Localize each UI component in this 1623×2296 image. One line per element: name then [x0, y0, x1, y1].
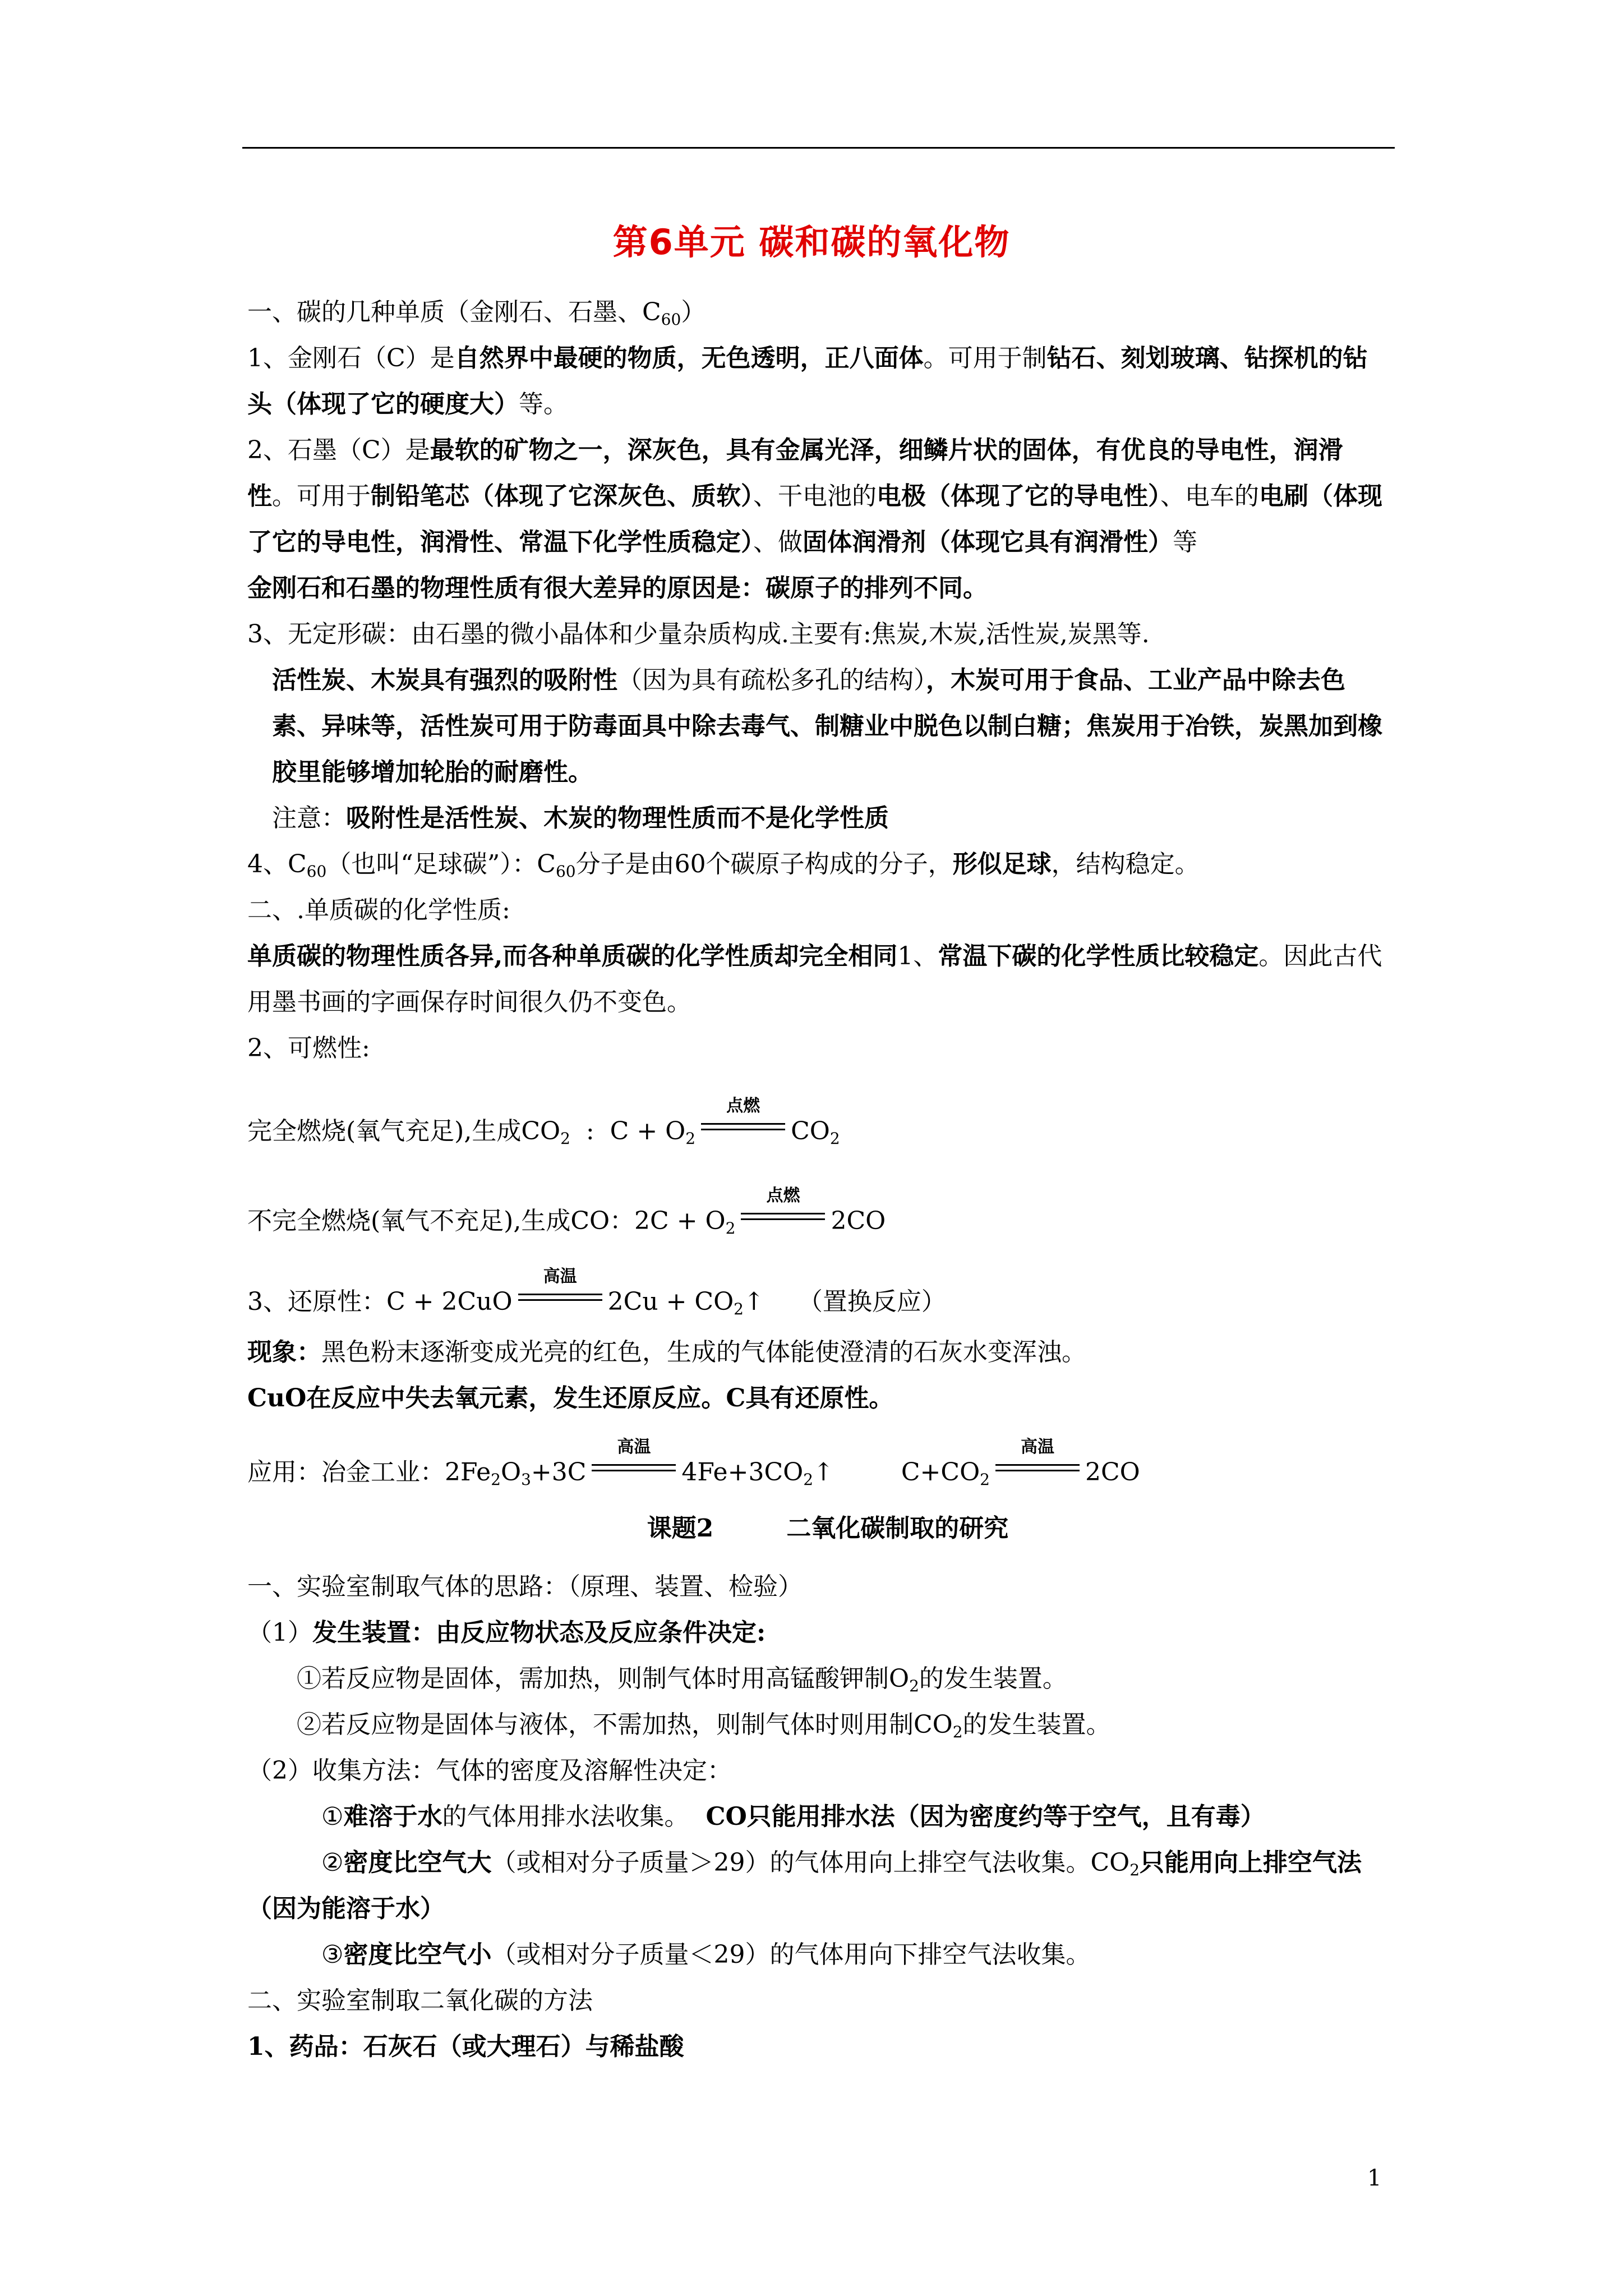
equation-complete-combustion: 完全燃烧(氧气充足),生成$CO_2$ : $C + O_2$ 点燃 $CO_2$	[247, 1096, 840, 1148]
document-body	[247, 289, 1391, 2070]
reaction-arrow: 高温	[518, 1291, 602, 1316]
paragraph-diamond: 1、金刚石（C）是自然界中最硬的物质，无色透明，正八面体。可用于制钻石、刻划玻璃、钻探机的钻头（体现了它的硬度大）等。	[247, 344, 1368, 418]
lesson-heading: 课题2 二氧化碳制取的研究	[647, 1514, 1009, 1543]
paragraph-graphite: 2、石墨（C）是最软的矿物之一，深灰色，具有金属光泽，细鳞片状的固体，有优良的导电性，润滑性。可用于制铅笔芯（体现了它深灰色、质软）、干电池的电极（体现了它的导电性）、电车的电刷（体现了它的导电性，润滑性、常温下化学性质稳定）、做固体润滑剂（体现它具有润滑性）等	[247, 436, 1382, 556]
list-item-solid-heating: ①若反应物是固体，需加热，则制气体时用高锰酸钾制$O_2$的发生装置。	[297, 1664, 1067, 1695]
reaction-arrow: 点燃	[741, 1211, 825, 1235]
section-heading-lab-gas: 一、实验室制取气体的思路：（原理、装置、检验）	[247, 1572, 803, 1601]
list-item-downward-air: ③密度比空气小（或相对分子质量＜29）的气体用向下排空气法收集。	[321, 1940, 1091, 1969]
list-item-water-displacement: ①难溶于水的气体用排水法收集。 CO只能用排水法（因为密度约等于空气，且有毒）	[321, 1802, 1265, 1831]
paragraph-collection: （2）收集方法：气体的密度及溶解性决定：	[247, 1756, 732, 1785]
page-title: 第6单元 碳和碳的氧化物	[612, 222, 1011, 263]
paragraph-reagents: 1、药品：石灰石（或大理石）与稀盐酸	[247, 2032, 684, 2061]
list-item-solid-liquid: ②若反应物是固体与液体，不需加热，则制气体时则用制$CO_2$的发生装置。	[297, 1710, 1111, 1741]
equation-reduction: 3、还原性：C + 2CuO 高温 $2Cu + CO_2↑$ （置换反应）	[247, 1266, 946, 1318]
list-item-upward-air: ②密度比空气大（或相对分子质量＞29）的气体用向上排空气法收集。$CO_2$只能用向上排空气法（因为能溶于水）	[247, 1848, 1362, 1923]
paragraph-adsorption: 活性炭、木炭具有强烈的吸附性（因为具有疏松多孔的结构），木炭可用于食品、工业产品中除去色素、异味等，活性炭可用于防毒面具中除去毒气、制糖业中脱色以制白糖；焦炭用于冶铁，炭黑加到橡胶里能够增加轮胎的耐磨性。	[272, 666, 1382, 786]
section-heading-co2-method: 二、实验室制取二氧化碳的方法	[247, 1986, 593, 2015]
header-rule	[242, 147, 1395, 149]
section-heading-chemical-properties: 二、.单质碳的化学性质:	[247, 896, 510, 924]
reaction-arrow: 高温	[592, 1462, 676, 1487]
paragraph-c60: 4、$C_{60}$（也叫“足球碳”）：$C_{60}$分子是由60个碳原子构成的分子，形似足球，结构稳定。	[247, 850, 1200, 881]
paragraph-combustibility: 2、可燃性:	[247, 1034, 370, 1062]
section-heading-carbon-allotropes: 一、碳的几种单质（金刚石、石墨、$C_{60}$）	[247, 298, 706, 329]
equation-incomplete-combustion: 不完全燃烧(氧气不充足),生成CO：$2C + O_2$ 点燃 2CO	[247, 1185, 886, 1237]
paragraph-cuo-reduction: CuO在反应中失去氧元素，发生还原反应。C具有还原性。	[247, 1384, 894, 1412]
equation-metallurgy: 应用：冶金工业：$2Fe_2O_3+3C$ 高温 $4Fe+3CO_2↑$ $C+CO_2$ 高温 2CO	[247, 1437, 1140, 1489]
paragraph-phenomenon: 现象：黑色粉末逐渐变成光亮的红色，生成的气体能使澄清的石灰水变浑浊。	[247, 1338, 1086, 1366]
paragraph-generator: （1）发生装置：由反应物状态及反应条件决定:	[247, 1618, 766, 1647]
page-number: 1	[1367, 2165, 1382, 2191]
reaction-arrow: 点燃	[701, 1121, 785, 1145]
paragraph-difference-reason: 金刚石和石墨的物理性质有很大差异的原因是：碳原子的排列不同。	[247, 574, 988, 602]
reaction-arrow: 高温	[995, 1462, 1080, 1487]
paragraph-chemical-stability: 单质碳的物理性质各异,而各种单质碳的化学性质却完全相同1、常温下碳的化学性质比较稳定。因此古代用墨书画的字画保存时间很久仍不变色。	[247, 942, 1382, 1016]
paragraph-note: 注意：吸附性是活性炭、木炭的物理性质而不是化学性质	[272, 804, 889, 832]
paragraph-amorphous-carbon: 3、无定形碳：由石墨的微小晶体和少量杂质构成.主要有:焦炭,木炭,活性炭,炭黑等.	[247, 620, 1150, 648]
